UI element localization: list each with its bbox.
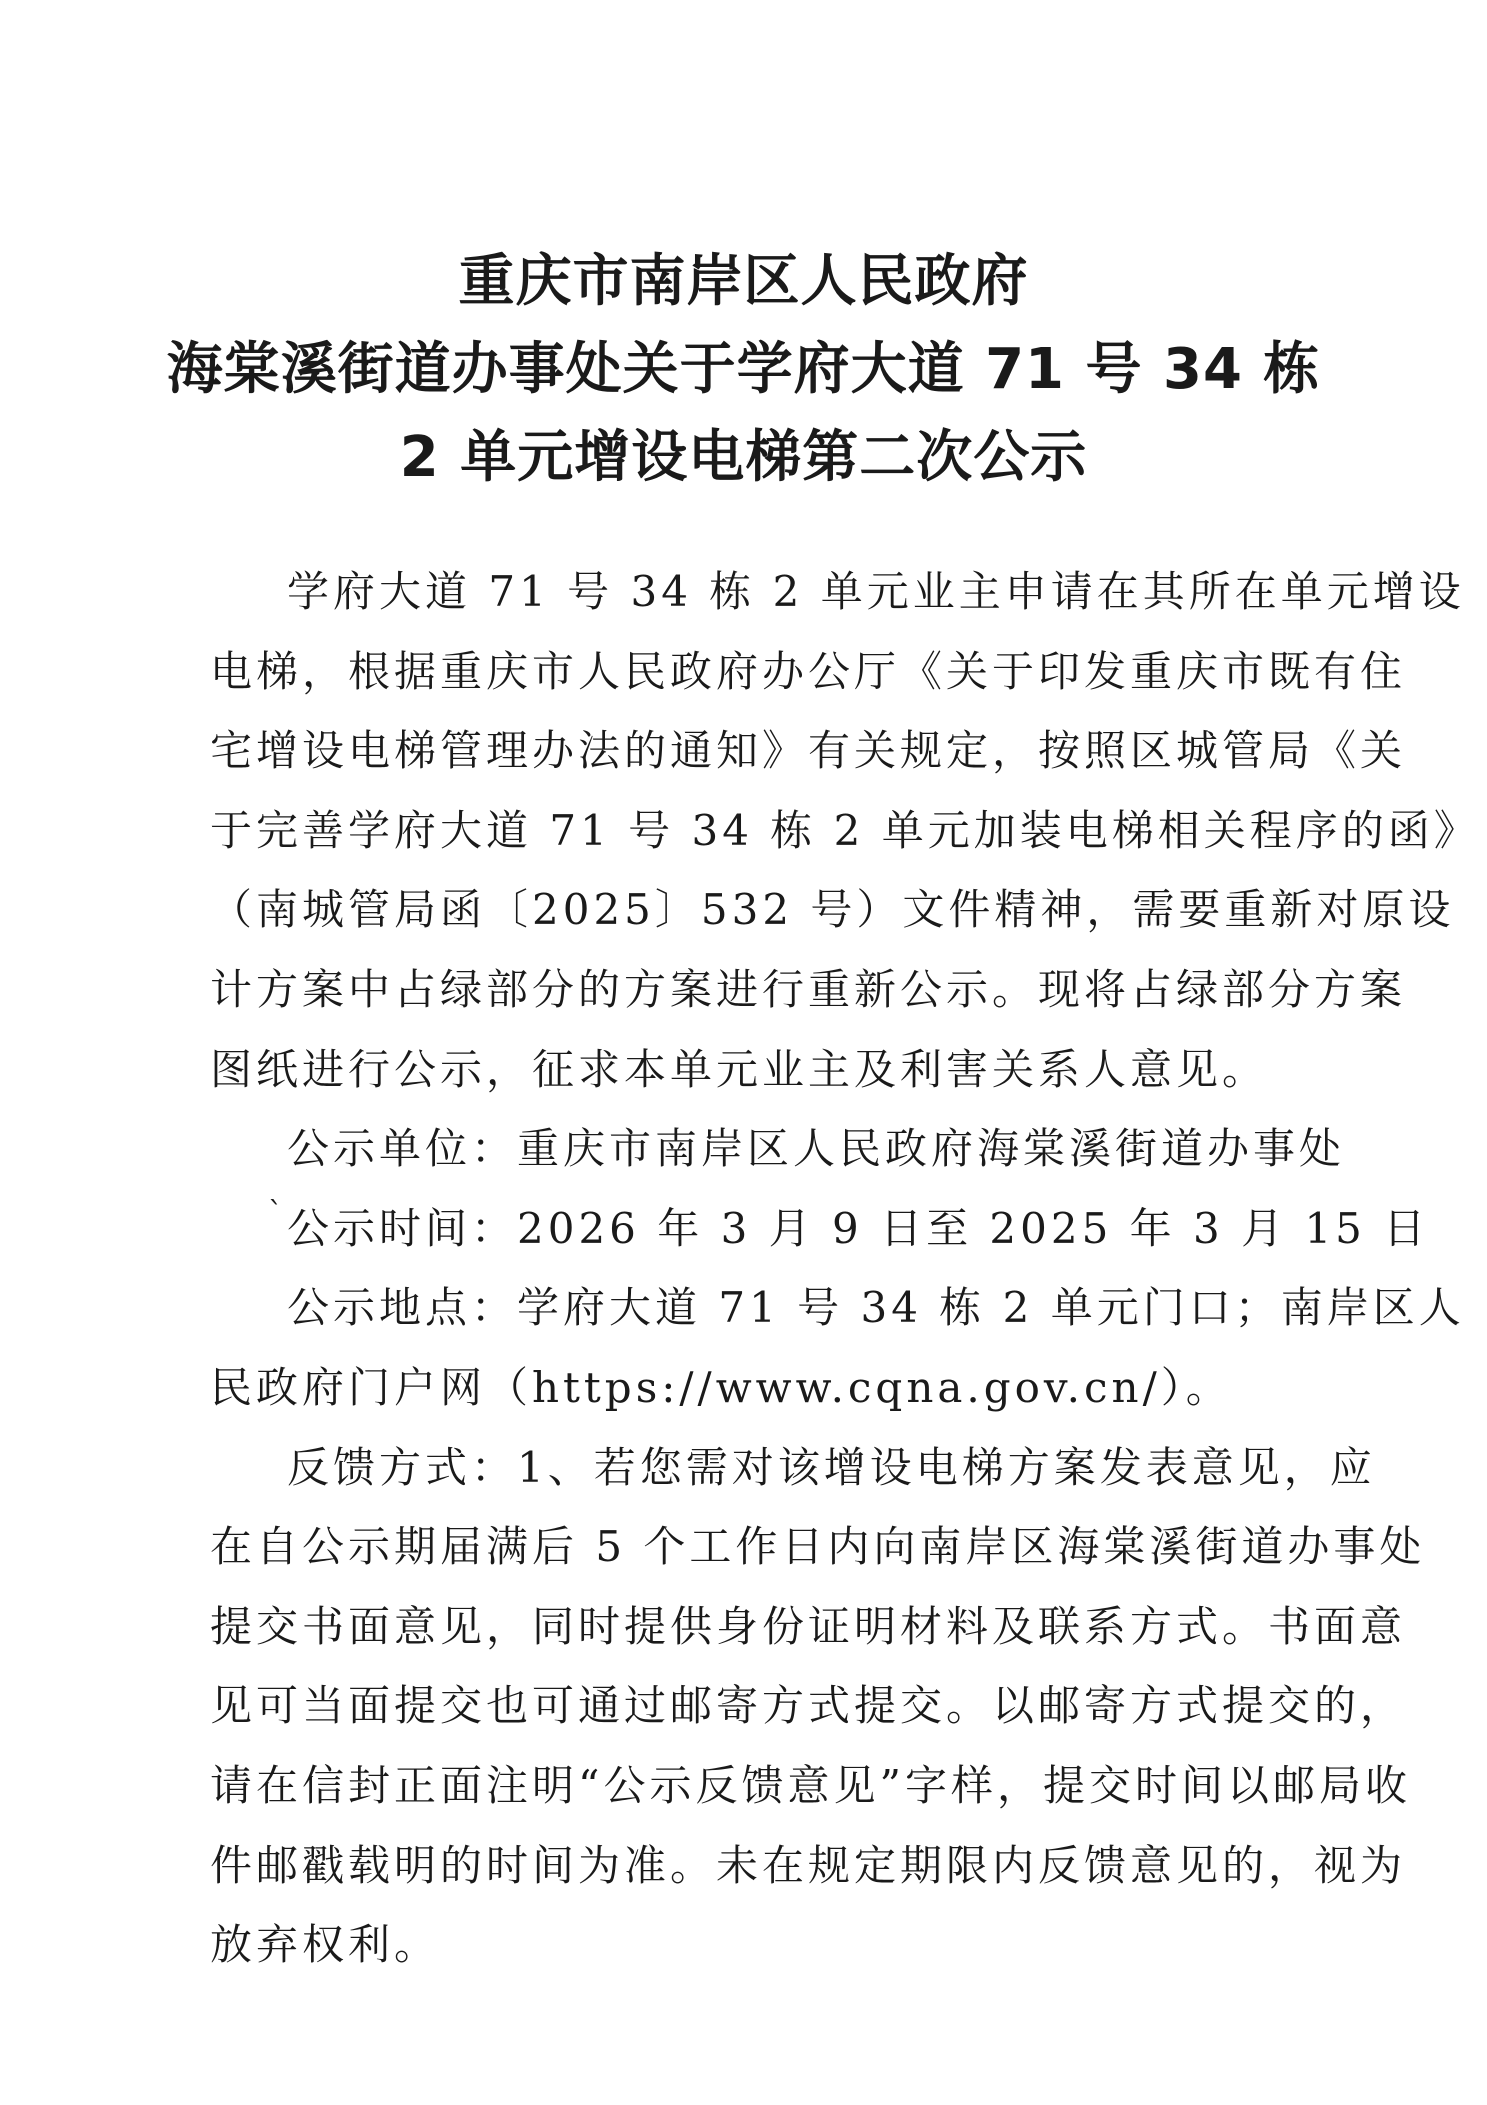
body-line: 宅增设电梯管理办法的通知》有关规定，按照区城管局《关 [210,726,1407,776]
body-line: 见可当面提交也可通过邮寄方式提交。以邮寄方式提交的， [210,1681,1407,1731]
body-line: （南城管局函〔2025〕532 号）文件精神，需要重新对原设 [210,885,1455,935]
body-line: 请在信封正面注明“公示反馈意见”字样，提交时间以邮局收 [210,1760,1411,1810]
body-line: 图纸进行公示，征求本单元业主及利害关系人意见。 [210,1044,1269,1094]
body-line: 于完善学府大道 71 号 34 栋 2 单元加装电梯相关程序的函》 [210,805,1480,855]
body-line: 学府大道 71 号 34 栋 2 单元业主申请在其所在单元增设 [287,567,1465,616]
body-line: 公示地点：学府大道 71 号 34 栋 2 单元门口；南岸区人 [287,1283,1465,1333]
body-line: 计方案中占绿部分的方案进行重新公示。现将占绿部分方案 [210,964,1407,1014]
title-line-2: 海棠溪街道办事处关于学府大道 71 号 34 栋 [166,337,1321,402]
body-line: 民政府门户网（https://www.cqna.gov.cn/）。 [210,1362,1232,1412]
body-line: 放弃权利。 [210,1920,441,1970]
body-line: 电梯，根据重庆市人民政府办公厅《关于印发重庆市既有住 [210,646,1407,696]
title-line-1: 重庆市南岸区人民政府 [458,249,1029,314]
body-line: 反馈方式：1、若您需对该增设电梯方案发表意见，应 [287,1442,1376,1492]
document-title [150,238,1337,502]
body-line: 公示单位：重庆市南岸区人民政府海棠溪街道办事处 [287,1124,1346,1174]
body-line: 公示时间：2026 年 3 月 9 日至 2025 年 3 月 15 日 [287,1203,1430,1253]
body-line: 提交书面意见，同时提供身份证明材料及联系方式。书面意 [210,1601,1407,1651]
title-line-3: 2 单元增设电梯第二次公示 [399,425,1088,490]
stray-tick-mark: ` [268,1196,283,1231]
document-body [210,552,1480,1985]
body-line: 在自公示期届满后 5 个工作日内向南岸区海棠溪街道办事处 [210,1522,1426,1572]
body-line: 件邮戳载明的时间为准。未在规定期限内反馈意见的，视为 [210,1840,1407,1890]
